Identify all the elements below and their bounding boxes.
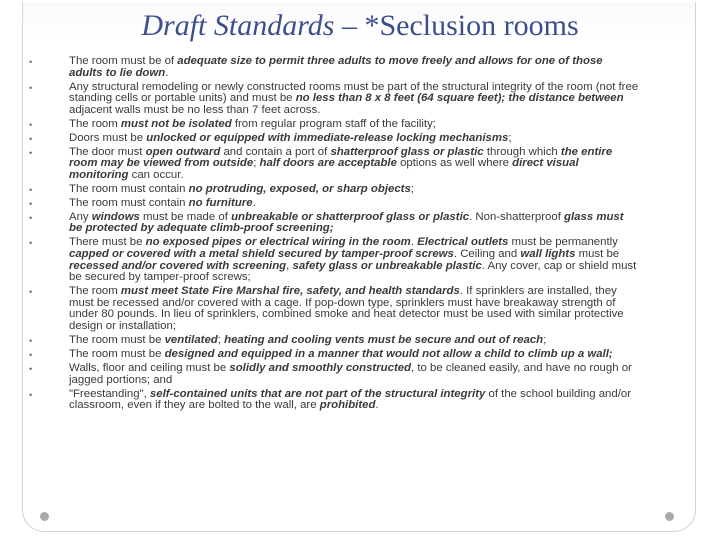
bullet-text: ; <box>217 333 225 346</box>
bullet-text: . <box>410 236 418 249</box>
bullet-marker-icon: • <box>29 212 33 223</box>
bullet-text: The room <box>69 117 121 130</box>
emphasized-text: no less than 8 x 8 feet (64 square feet); the distance between <box>295 92 624 105</box>
slide-title-main: Draft Standards <box>141 9 335 42</box>
bullet-text: . <box>252 196 256 209</box>
emphasized-text: no protruding, exposed, or sharp objects <box>188 182 411 195</box>
bullet-text: Any <box>69 210 92 223</box>
bullet-text: "Freestanding", <box>69 387 150 400</box>
emphasized-text: unlocked or equipped with immediate-release locking mechanisms <box>146 131 509 144</box>
bullet-text: There must be <box>69 236 146 249</box>
bullet-text: adjacent walls must be no less than 7 feet across. <box>69 103 321 116</box>
bullet-text: The room must be of <box>69 55 178 67</box>
emphasized-text: no furniture <box>188 196 253 209</box>
bullet-text: The room must contain <box>69 182 189 195</box>
bullet-text: can occur. <box>128 168 184 181</box>
emphasized-text: capped or covered with a metal shield secured by tamper-proof screws <box>69 248 454 261</box>
bullet-item <box>29 133 639 145</box>
bullet-item <box>29 389 639 412</box>
bullet-marker-icon: • <box>29 389 33 400</box>
bullet-marker-icon: • <box>29 57 33 67</box>
bullet-text: of the school building and/or classroom, even if they are bolted to the wall, are <box>69 387 631 412</box>
bullet-text: . <box>165 66 169 79</box>
bullet-item <box>29 184 639 196</box>
emphasized-text: prohibited <box>319 399 376 412</box>
bullet-text: Any structural remodeling or newly constructed rooms must be part of the structural integrity of the room (not free standing cells or portable units) and must be <box>69 80 639 105</box>
bullet-item <box>29 147 639 182</box>
slide-title <box>0 8 720 44</box>
emphasized-text: designed and equipped in a manner that would not allow a child to climb up a wall; <box>164 347 613 360</box>
emphasized-text: unbreakable or shatterproof glass or plastic <box>231 210 470 223</box>
bullet-marker-icon: • <box>29 238 33 249</box>
bullet-text: must be made of <box>139 210 232 223</box>
bullet-text: . Ceiling and <box>453 248 521 261</box>
bullet-marker-icon: • <box>29 198 33 209</box>
bullet-text: , <box>286 259 293 272</box>
bullet-text: ; <box>410 182 414 195</box>
bullet-marker-icon: • <box>29 133 33 144</box>
bullet-marker-icon: • <box>29 335 33 346</box>
bullet-text: ; <box>508 131 512 144</box>
bullet-text: The room must be <box>69 333 165 346</box>
bullet-text: Doors must be <box>69 131 147 144</box>
bullet-marker-icon: • <box>29 363 33 374</box>
bullet-item <box>29 56 639 79</box>
bullet-text: . If sprinklers are installed, they must be recessed and/or covered with a cage. If pop-down type, sprinklers must have breakaway strength of under 80 pounds. In lieu of sprinklers, combined smoke and heat detector must be used with similar protective design or installation; <box>69 285 624 332</box>
emphasized-text: Electrical outlets <box>417 236 509 249</box>
bullet-text: must be <box>575 248 620 261</box>
emphasized-text: must not be isolated <box>120 117 232 130</box>
bullet-text: options as well where <box>396 157 513 170</box>
bullet-item <box>29 119 639 131</box>
emphasized-text: windows <box>91 210 140 223</box>
bullet-item <box>29 198 639 210</box>
emphasized-text: ventilated <box>164 333 218 346</box>
bullet-text: must be permanently <box>508 236 618 249</box>
bullet-text: . Non-shatterproof <box>469 210 565 223</box>
emphasized-text: solidly and smoothly constructed <box>229 361 412 374</box>
bullet-text: . <box>375 399 379 412</box>
bullet-item <box>29 349 639 361</box>
bullet-marker-icon: • <box>29 349 33 360</box>
bullet-text: The room must be <box>69 347 165 360</box>
bullet-marker-icon: • <box>29 287 33 298</box>
bullet-item <box>29 335 639 347</box>
bullet-text: ; <box>253 157 260 170</box>
bullet-text: The door must <box>69 145 146 158</box>
emphasized-text: recessed and/or covered with screening <box>69 259 287 272</box>
slide-title-rest: – *Seclusion rooms <box>334 9 579 42</box>
decorative-dot-right <box>665 512 674 521</box>
bullet-item <box>29 286 639 332</box>
emphasized-text: the entire room may be viewed from outside <box>69 145 613 170</box>
bullet-text: and contain a port of <box>220 145 331 158</box>
emphasized-text: heating and cooling vents must be secure and out of reach <box>224 333 544 346</box>
emphasized-text: adequate size to permit three adults to move freely and allows for one of those adults to lie down <box>69 55 603 79</box>
decorative-dot-left <box>40 512 49 521</box>
bullet-text: , to be cleaned easily, and have no rough or jagged portions; and <box>69 361 632 386</box>
bullet-text: from regular program staff of the facility; <box>231 117 436 130</box>
bullet-marker-icon: • <box>29 119 33 130</box>
emphasized-text: half doors are acceptable <box>259 157 397 170</box>
emphasized-text: wall lights <box>520 248 576 261</box>
emphasized-text: self-contained units that are not part of the structural integrity <box>149 387 486 400</box>
emphasized-text: no exposed pipes or electrical wiring in the room <box>145 236 411 249</box>
emphasized-text: open outward <box>145 145 221 158</box>
bullet-text: Walls, floor and ceiling must be <box>69 361 230 374</box>
emphasized-text: shatterproof glass or plastic <box>330 145 484 158</box>
bullet-item <box>29 212 639 235</box>
emphasized-text: glass must be protected by adequate climb-proof screening; <box>69 210 624 235</box>
bullet-item <box>29 237 639 283</box>
bullet-list <box>29 56 639 414</box>
bullet-marker-icon: • <box>29 147 33 158</box>
bullet-text: The room must contain <box>69 196 189 209</box>
bullet-item <box>29 363 639 386</box>
bullet-text: ; <box>543 333 547 346</box>
emphasized-text: must meet State Fire Marshal fire, safety, and health standards <box>120 285 460 298</box>
bullet-marker-icon: • <box>29 184 33 195</box>
emphasized-text: direct visual monitoring <box>69 157 579 181</box>
emphasized-text: safety glass or unbreakable plastic <box>292 259 482 272</box>
bullet-text: The room <box>69 285 121 298</box>
bullet-text: . Any cover, cap or shield must be secured by tamper-proof screws; <box>69 259 637 284</box>
bullet-item <box>29 82 639 117</box>
bullet-marker-icon: • <box>29 82 33 93</box>
bullet-text: through which <box>483 145 561 158</box>
